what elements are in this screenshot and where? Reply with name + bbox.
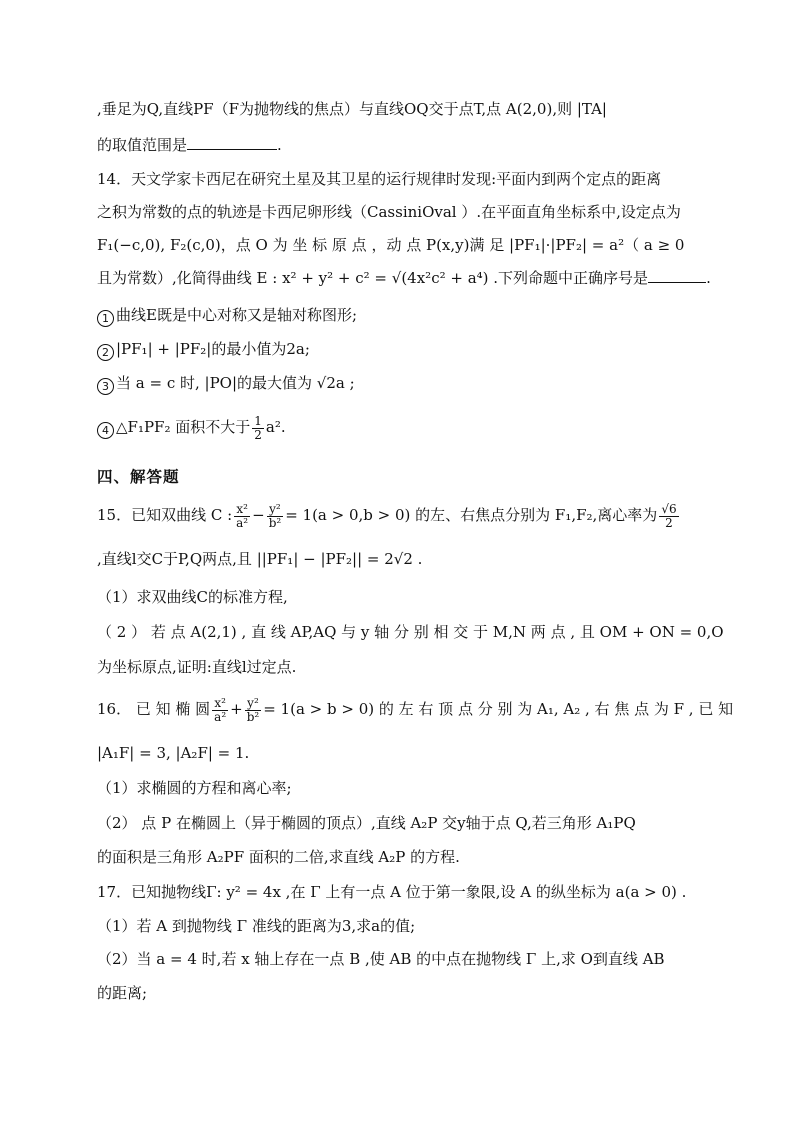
option-text: △F₁PF₂ 面积不大于	[116, 418, 251, 436]
option-4	[97, 412, 697, 442]
question-14-line: 14．天文学家卡西尼在研究土星及其卫星的运行规律时发现:平面内到两个定点的距离	[97, 170, 662, 188]
question-16-line: （1）求椭圆的方程和离心率;	[97, 779, 292, 797]
fraction: $\frac{\text{y²}}{\text{b²}}$	[246, 695, 260, 724]
question-15-line: （ 2 ） 若 点 A(2,1) , 直 线 AP,AQ 与 y 轴 分 别 相 交 于 M,N 两 点 , 且 OM + ON = 0,O	[97, 623, 724, 641]
option-1	[97, 304, 697, 327]
option-number: 4	[97, 422, 114, 439]
question-16-line: 的面积是三角形 A₂PF 面积的二倍,求直线 A₂P 的方程.	[97, 848, 460, 866]
text-segment: 且为常数）,化简得曲线 E : x² + y² + c² = √(4x²c² + a⁴) .下列命题中正确序号是	[97, 269, 649, 287]
text-segment: 的取值范围是	[97, 136, 188, 154]
option-number: 3	[97, 378, 114, 395]
option-text: 当 a = c 时, |PO|的最大值为 √2a ;	[116, 374, 355, 392]
text-segment: = 1(a > b > 0) 的 左 右 顶 点 分 别 为 A₁, A₂ , 右 焦 点 为 F , 已 知	[263, 700, 734, 718]
question-15-line: ,直线l交C于P,Q两点,且 ||PF₁| − |PF₂|| = 2√2 .	[97, 550, 423, 568]
question-15-line: 为坐标原点,证明:直线l过定点.	[97, 658, 297, 676]
question-17-line: 17．已知抛物线Γ: y² = 4x ,在 Γ 上有一点 A 位于第一象限,设 A 的纵坐标为 a(a > 0) .	[97, 883, 687, 901]
option-number: 2	[97, 344, 114, 361]
section-heading: 四、解答题	[97, 468, 180, 486]
fraction: $\frac{√6}{2}$	[661, 501, 677, 530]
question-17-line: （2）当 a = 4 时,若 x 轴上存在一点 B ,使 AB 的中点在抛物线 Γ 上,求 O到直线 AB	[97, 950, 665, 968]
text-segment: 16． 已 知 椭 圆	[97, 700, 211, 718]
question-16-line: （2） 点 P 在椭圆上（异于椭圆的顶点）,直线 A₂P 交y轴于点 Q,若三角形 A₁PQ	[97, 814, 636, 832]
option-text: |PF₁| + |PF₂|的最小值为2a;	[116, 340, 310, 358]
fraction: $\frac{\text{y²}}{\text{b²}}$	[268, 501, 282, 530]
text-segment: = 1(a > 0,b > 0) 的左、右焦点分别为 F₁,F₂,离心率为	[285, 506, 658, 524]
text-segment: −	[252, 506, 265, 524]
text-segment: .	[706, 269, 711, 287]
question-15-line	[97, 500, 697, 530]
fraction: $\frac{\text{x²}}{\text{a²}}$	[214, 695, 227, 724]
text-segment: 15．已知双曲线 C :	[97, 506, 233, 524]
question-16-line: |A₁F| = 3, |A₂F| = 1.	[97, 744, 250, 762]
question-15-line: （1）求双曲线C的标准方程,	[97, 588, 288, 606]
text-line: ,垂足为Q,直线PF（F为抛物线的焦点）与直线OQ交于点T,点 A(2,0),则 |TA|	[97, 100, 607, 118]
option-2	[97, 338, 697, 361]
option-text: 曲线E既是中心对称又是轴对称图形;	[116, 306, 358, 324]
fraction: $\frac{\text{x²}}{\text{a²}}$	[236, 501, 249, 530]
answer-blank	[648, 268, 706, 283]
question-14-line: 之积为常数的点的轨迹是卡西尼卵形线（CassiniOval ）.在平面直角坐标系中,设定点为	[97, 203, 681, 221]
text-segment: .	[277, 136, 282, 154]
text-line	[97, 134, 697, 156]
question-14-line	[97, 267, 711, 289]
option-number: 1	[97, 310, 114, 327]
question-17-line: 的距离;	[97, 984, 148, 1002]
option-3	[97, 372, 697, 395]
question-16-line	[97, 694, 734, 724]
question-17-line: （1）若 A 到抛物线 Γ 准线的距离为3,求a的值;	[97, 917, 416, 935]
text-segment: +	[230, 700, 243, 718]
question-14-line: F₁(−c,0), F₂(c,0)，点 O 为 坐 标 原 点 ，动 点 P(x,y)满 足 |PF₁|·|PF₂| = a²（ a ≥ 0	[97, 236, 685, 254]
fraction: $\frac{1}{2}$	[254, 413, 262, 442]
option-text: a².	[265, 418, 286, 436]
answer-blank	[187, 135, 277, 150]
